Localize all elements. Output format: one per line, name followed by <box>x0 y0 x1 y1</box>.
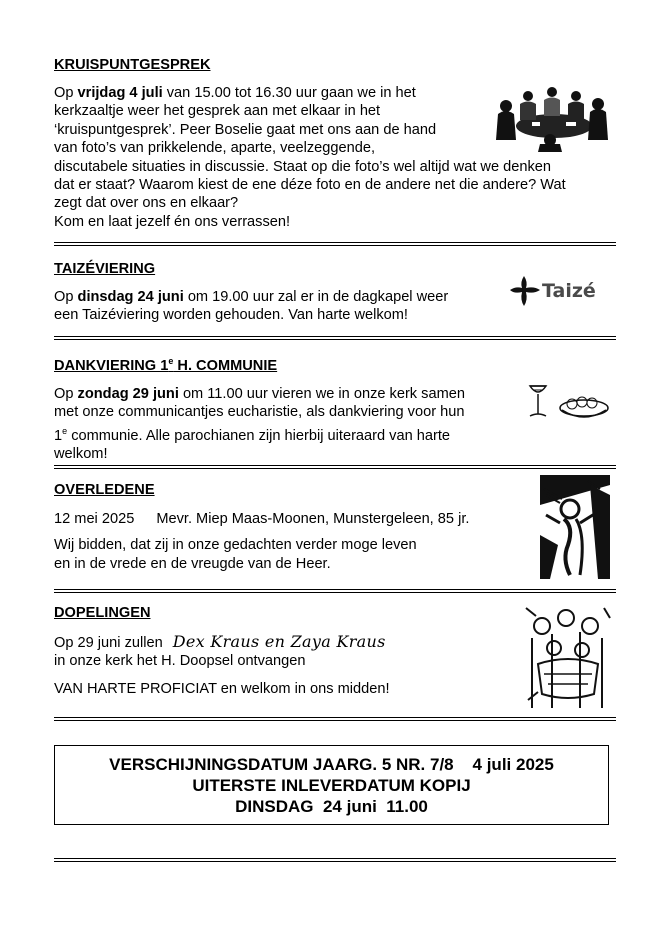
paragraph-line: kerkzaaltje weer het gesprek aan met elkaar in het <box>54 103 381 120</box>
paragraph-line: Op vrijdag 4 juli van 15.00 tot 16.30 uur gaan we in het <box>54 85 416 101</box>
paragraph-line: met onze communicantjes eucharistie, als dankviering voor hun <box>54 404 465 421</box>
paragraph-line: Wij bidden, dat zij in onze gedachten verder moge leven <box>54 537 417 554</box>
section-overledene <box>54 481 614 573</box>
paragraph-line: en in de vrede en de vreugde van de Heer. <box>54 555 331 572</box>
deceased-line: 12 mei 2025 Mevr. Miep Maas-Moonen, Munstergeleen, 85 jr. <box>54 511 470 527</box>
section-divider <box>54 336 616 340</box>
meeting-table-illustration <box>492 84 610 152</box>
paragraph-line: Op dinsdag 24 juni om 19.00 uur zal er in de dagkapel weer <box>54 289 449 305</box>
paragraph-line: 1e communie. Alle parochianen zijn hierbij uiteraard van harte <box>54 425 451 444</box>
paragraph-line: zegt dat over ons en elkaar? <box>54 195 239 212</box>
paragraph-line: een Taizéviering worden gehouden. Van harte welkom! <box>54 307 408 324</box>
baptism-names: Dex Kraus en Zaya Kraus <box>172 632 386 651</box>
copy-deadline-date: DINSDAG 24 juni 11.00 <box>235 797 428 816</box>
section-divider <box>54 717 616 721</box>
section-title: TAIZÉVIERING <box>54 261 156 277</box>
taize-logo <box>508 274 612 308</box>
paragraph-line: van foto’s van prikkelende, aparte, veelzeggende, <box>54 140 376 157</box>
paragraph-line: discutabele situaties in discussie. Staat op die foto’s wel altijd wat we denken <box>54 158 552 175</box>
section-divider <box>54 589 616 593</box>
paragraph-line: dat er staat? Waarom kiest de ene déze foto en de andere net die andere? Wat <box>54 177 566 194</box>
resurrection-woodcut-illustration <box>540 475 610 579</box>
section-title: KRUISPUNTGESPREK <box>54 57 211 73</box>
paragraph-line: Kom en laat jezelf én ons verrassen! <box>54 213 291 230</box>
publication-date-line: VERSCHIJNINGSDATUM JAARG. 5 NR. 7/8 4 juli 2025 <box>109 755 554 774</box>
section-title: OVERLEDENE <box>54 482 155 498</box>
section-title: DOPELINGEN <box>54 605 151 621</box>
copy-deadline-label: UITERSTE INLEVERDATUM KOPIJ <box>192 776 471 795</box>
paragraph-line: ‘kruispuntgesprek’. Peer Boselie gaat met ons aan de hand <box>54 121 437 138</box>
paragraph-line: in onze kerk het H. Doopsel ontvangen <box>54 653 306 670</box>
paragraph-line: Op zondag 29 juni om 11.00 uur vieren we in onze kerk samen <box>54 385 465 402</box>
baptism-group-illustration <box>524 604 612 708</box>
section-divider <box>54 242 616 246</box>
section-divider <box>54 465 616 469</box>
taize-cross-icon <box>508 274 542 308</box>
section-title: DANKVIERING 1e H. COMMUNIE <box>54 356 278 374</box>
paragraph-line: welkom! <box>54 445 108 462</box>
publication-info-box <box>54 745 609 825</box>
chalice-bread-illustration <box>526 380 612 426</box>
page-bottom-divider <box>54 858 616 862</box>
paragraph-line: VAN HARTE PROFICIAT en welkom in ons midden! <box>54 680 390 697</box>
taize-logo-text: Taizé <box>542 280 596 302</box>
paragraph-line: Op 29 juni zullen Dex Kraus en Zaya Kraus <box>54 632 386 651</box>
